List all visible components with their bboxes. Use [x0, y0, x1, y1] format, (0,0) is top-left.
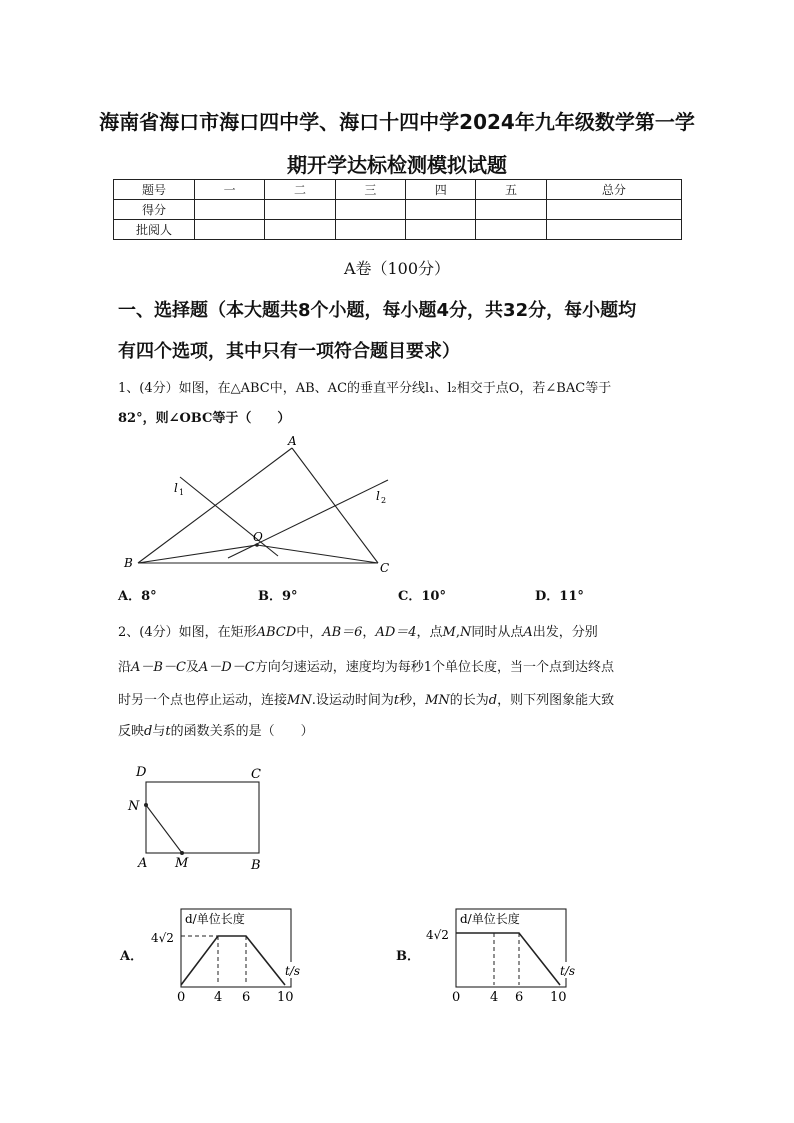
- segment-ob: [138, 545, 257, 563]
- q2-option-b-label[interactable]: B．: [396, 949, 420, 964]
- ytick: 4√2: [426, 928, 449, 942]
- label-a: A: [138, 856, 148, 871]
- reviewer-cell[interactable]: [406, 220, 476, 240]
- label-l2-sub: 2: [381, 496, 387, 505]
- point-m: [180, 851, 184, 855]
- label-m: M: [175, 856, 189, 871]
- label-b: B: [124, 556, 133, 570]
- header-cell: 四: [406, 180, 476, 200]
- q2-rectangle-figure: [130, 760, 280, 875]
- xlabel: t/s: [285, 964, 301, 978]
- q1-option-b[interactable]: B．9°: [258, 589, 298, 604]
- score-cell[interactable]: [195, 200, 265, 220]
- q1-line-1: 1、(4分）如图，在△ABC中，AB、AC的垂直平分线l₁、l₂相交于点O，若∠BAC等于: [118, 381, 612, 396]
- ylabel: d/单位长度: [460, 912, 520, 926]
- label-a: A: [288, 434, 297, 448]
- label-d: D: [136, 765, 147, 780]
- label-c: C: [380, 561, 390, 575]
- q1-line-2: 82°，则∠OBC等于（ ）: [118, 411, 291, 426]
- reviewer-cell[interactable]: [265, 220, 335, 240]
- header-cell: 总分: [546, 180, 681, 200]
- score-table: [113, 179, 682, 240]
- xtick-6: 6: [242, 990, 251, 1005]
- xtick-10: 10: [550, 990, 567, 1005]
- label-n: N: [128, 799, 140, 814]
- header-cell: 一: [195, 180, 265, 200]
- label-b: B: [251, 858, 261, 873]
- q2-line-4: 反映d与t的函数关系的是（ ）: [118, 724, 314, 739]
- reviewer-cell[interactable]: [195, 220, 265, 240]
- q1-option-a[interactable]: A．8°: [118, 589, 157, 604]
- score-cell[interactable]: [335, 200, 405, 220]
- part1-heading-line-1: 一、选择题（本大题共8个小题，每小题4分，共32分，每小题均: [118, 300, 637, 321]
- xtick-4: 4: [214, 990, 223, 1005]
- line-l1: [180, 477, 278, 556]
- score-cell[interactable]: [406, 200, 476, 220]
- ylabel: d/单位长度: [185, 912, 245, 926]
- xtick-4: 4: [490, 990, 499, 1005]
- reviewer-cell[interactable]: [546, 220, 681, 240]
- rectangle-abcd: [146, 782, 259, 853]
- title-line-2: 期开学达标检测模拟试题: [287, 153, 507, 177]
- label-l2: l: [376, 489, 380, 503]
- label-o: O: [253, 530, 263, 544]
- xtick-0: 0: [452, 990, 461, 1005]
- q2-line-2: 沿A－B－C及A－D－C方向匀速运动，速度均为每秒1个单位长度，当一个点到达终点: [118, 660, 614, 675]
- header-cell: 五: [476, 180, 546, 200]
- reviewer-cell[interactable]: [335, 220, 405, 240]
- segment-mn: [146, 805, 182, 853]
- score-cell[interactable]: [546, 200, 681, 220]
- ytick: 4√2: [151, 931, 174, 945]
- xlabel: t/s: [560, 964, 576, 978]
- q2-line-1: 2、(4分）如图，在矩形ABCD中，AB＝6，AD＝4，点M,N同时从点A出发，分别: [118, 625, 598, 640]
- q1-option-c[interactable]: C．10°: [398, 589, 446, 604]
- header-cell: 三: [335, 180, 405, 200]
- xtick-6: 6: [515, 990, 524, 1005]
- point-n: [144, 803, 148, 807]
- score-cell[interactable]: [476, 200, 546, 220]
- header-cell: 题号: [114, 180, 195, 200]
- q2-line-3: 时另一个点也停止运动，连接MN.设运动时间为t秒，MN的长为d，则下列图象能大致: [118, 693, 615, 708]
- section-a-heading: A卷（100分）: [343, 259, 451, 278]
- row-label: 得分: [114, 200, 195, 220]
- reviewer-cell[interactable]: [476, 220, 546, 240]
- xtick-0: 0: [177, 990, 186, 1005]
- label-c: C: [251, 767, 261, 782]
- q2-option-a-graph: [145, 905, 305, 1005]
- xtick-10: 10: [277, 990, 294, 1005]
- label-l1: l: [174, 481, 178, 495]
- graph-curve: [456, 933, 560, 985]
- row-label: 批阅人: [114, 220, 195, 240]
- title-line-1: 海南省海口市海口四中学、海口十四中学2024年九年级数学第一学: [99, 110, 695, 134]
- q2-option-b-graph: [420, 905, 585, 1005]
- header-cell: 二: [265, 180, 335, 200]
- score-cell[interactable]: [265, 200, 335, 220]
- label-l1-sub: 1: [179, 488, 185, 497]
- score-row: [114, 200, 682, 220]
- q1-option-d[interactable]: D．11°: [535, 589, 584, 604]
- score-table-header-row: [114, 180, 682, 200]
- graph-curve: [181, 936, 285, 985]
- part1-heading-line-2: 有四个选项，其中只有一项符合题目要求）: [118, 341, 460, 362]
- q1-triangle-figure: [110, 430, 410, 580]
- q2-option-a-label[interactable]: A．: [120, 949, 144, 964]
- reviewer-row: [114, 220, 682, 240]
